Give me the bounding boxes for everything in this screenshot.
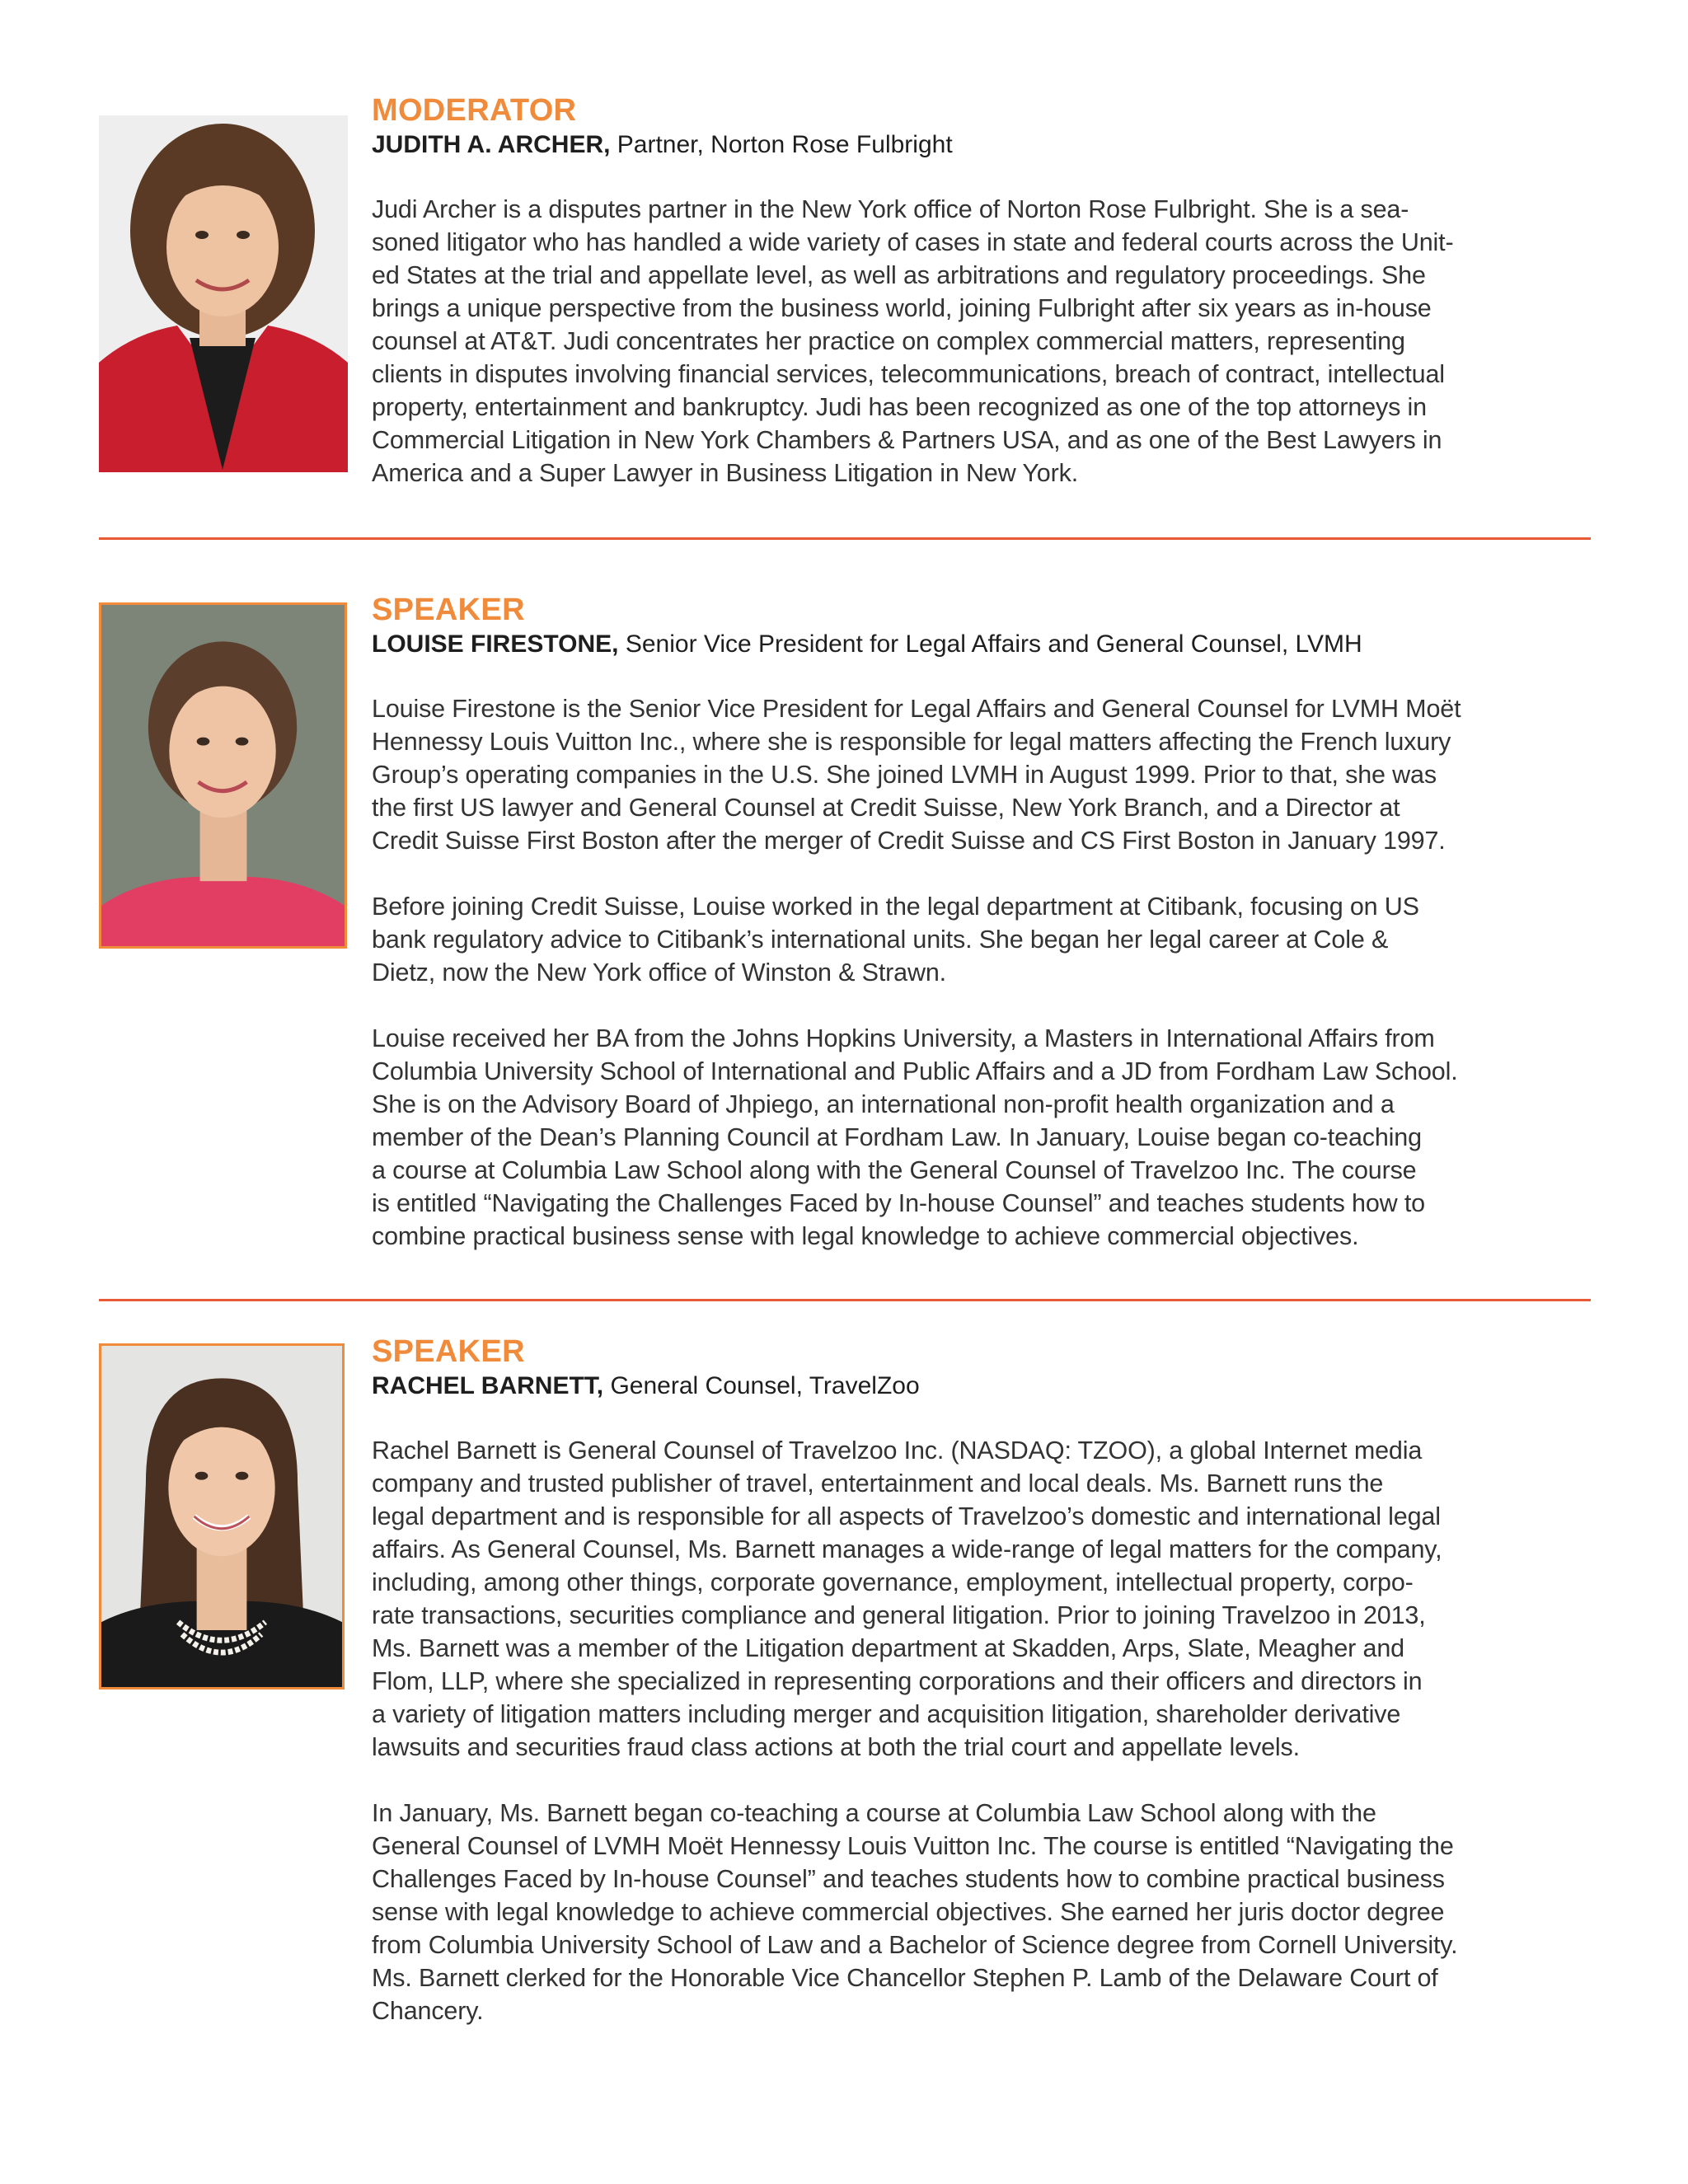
speaker2-title: General Counsel, TravelZoo xyxy=(603,1372,920,1399)
speaker1-bio-paragraph-1: Louise Firestone is the Senior Vice President for Legal Affairs and General Counsel for LVMH Moët Hennessy Louis Vuitton Inc., where she is responsible for legal matters affecting the French luxury Group’s operating companies in the U.S. She joined LVMH in August 1999. Prior to that, she was the first US lawyer and General Counsel at Credit Suisse, New York Branch, and a Director at Credit Suisse First Boston after the merger of Credit Suisse and CS First Boston in January 1997. xyxy=(372,695,1461,855)
speaker1-name: LOUISE FIRESTONE, xyxy=(372,630,619,658)
moderator-bio-paragraph: Judi Archer is a disputes partner in the New York office of Norton Rose Fulbright. She is a sea- soned litigator who has handled a wide variety of cases in state and federal courts across the Unit- ed States at the trial and appellate level, as well as arbitrations and regulatory proceedings. She brings a unique perspective from the business world, joining Fulbright after six years as in-house counsel at AT&T. Judi concentrates her practice on complex commercial matters, representing clients in disputes involving financial services, telecommunications, breach of contract, intellectual property, entertainment and bankruptcy. Judi has been recognized as one of the top attorneys in Commercial Litigation in New York Chambers & Partners USA, and as one of the Best Lawyers in America and a Super Lawyer in Business Litigation in New York. xyxy=(372,195,1454,487)
moderator-title: Partner, Norton Rose Fulbright xyxy=(610,131,953,158)
moderator-role: MODERATOR xyxy=(372,93,577,128)
speaker1-bio-paragraph-2: Before joining Credit Suisse, Louise worked in the legal department at Citibank, focusing on US bank regulatory advice to Citibank’s international units. She began her legal career at Cole & Dietz, now the New York office of Winston & Strawn. xyxy=(372,893,1419,987)
speaker1-role: SPEAKER xyxy=(372,593,525,627)
moderator-name: JUDITH A. ARCHER, xyxy=(372,131,611,158)
speaker1-bio-paragraph-3: Louise received her BA from the Johns Hopkins University, a Masters in International Affairs from Columbia University School of International and Public Affairs and a JD from Fordham Law School. She is on the Advisory Board of Jhpiego, an international non-profit health organization and a member of the Dean’s Planning Council at Fordham Law. In January, Louise began co-teaching a course at Columbia Law School along with the General Counsel of Travelzoo Inc. The course is entitled “Navigating the Challenges Faced by In-house Counsel” and teaches students how to combine practical business sense with legal knowledge to achieve commercial objectives. xyxy=(372,1024,1458,1250)
speaker2-photo xyxy=(99,1343,345,1690)
moderator-text xyxy=(372,92,1600,523)
speaker2-bio-paragraph-2: In January, Ms. Barnett began co-teaching a course at Columbia Law School along with the General Counsel of LVMH Moët Hennessy Louis Vuitton Inc. The course is entitled “Navigating the Challenges Faced by In-house Counsel” and teaches students how to combine practical business sense with legal knowledge to achieve commercial objectives. She earned her juris doctor degree from Columbia University School of Law and a Bachelor of Science degree from Cornell University. Ms. Barnett clerked for the Honorable Vice Chancellor Stephen P. Lamb of the Delaware Court of Chancery. xyxy=(372,1799,1458,2025)
speaker2-name: RACHEL BARNETT, xyxy=(372,1372,604,1399)
speaker1-text xyxy=(372,592,1600,1286)
speaker1-title: Senior Vice President for Legal Affairs and General Counsel, LVMH xyxy=(618,630,1362,658)
moderator-photo xyxy=(99,115,348,472)
section-divider xyxy=(99,537,1591,540)
speaker1-photo xyxy=(99,602,347,949)
speaker2-nameline xyxy=(372,1370,1600,1403)
speaker2-text xyxy=(372,1333,1600,2060)
moderator-nameline xyxy=(372,129,1600,162)
section-divider xyxy=(99,1299,1591,1301)
speaker2-bio-paragraph-1: Rachel Barnett is General Counsel of Travelzoo Inc. (NASDAQ: TZOO), a global Internet media company and trusted publisher of travel, entertainment and local deals. Ms. Barnett runs the legal department and is responsible for all aspects of Travelzoo’s domestic and international legal affairs. As General Counsel, Ms. Barnett manages a wide-range of legal matters for the company, including, among other things, corporate governance, employment, intellectual property, corpo- rate transactions, securities compliance and general litigation. Prior to joining Travelzoo in 2013, Ms. Barnett was a member of the Litigation department at Skadden, Arps, Slate, Meagher and Flom, LLP, where she specialized in representing corporations and their officers and directors in a variety of litigation matters including merger and acquisition litigation, shareholder derivative lawsuits and securities fraud class actions at both the trial court and appellate levels. xyxy=(372,1436,1442,1761)
speaker2-role: SPEAKER xyxy=(372,1334,525,1369)
speaker1-nameline xyxy=(372,628,1600,661)
